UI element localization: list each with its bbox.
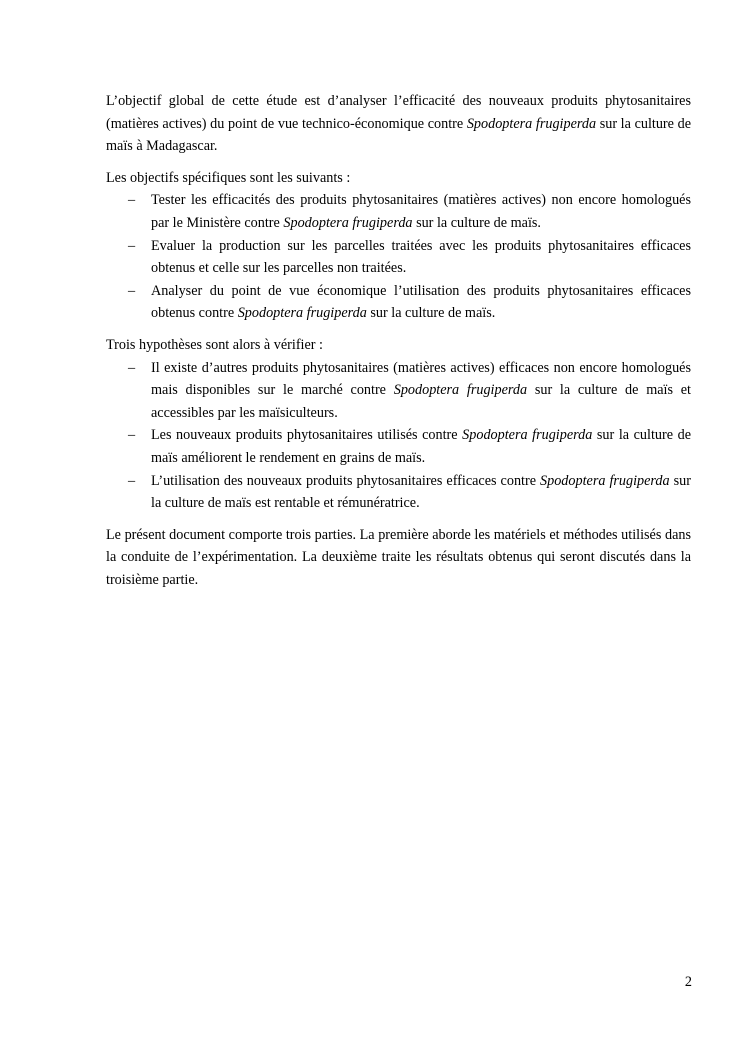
item-text: Evaluer la production sur les parcelles traitées avec les produits phytosanitaires efficaces obtenus et celle sur les parcelles non traitées. <box>151 237 691 277</box>
species-name: Spodoptera frugiperda <box>540 472 670 489</box>
dash-marker: – <box>128 427 136 444</box>
intro-paragraph <box>106 90 691 158</box>
dash-marker: – <box>128 359 136 376</box>
item-text: Les nouveaux produits phytosanitaires utilisés contre <box>151 427 463 444</box>
item-text-end: sur la culture de maïs et accessibles par les maïsiculteurs. <box>151 382 691 421</box>
hypotheses-list <box>106 357 691 515</box>
species-name: Spodoptera frugiperda <box>237 305 367 322</box>
item-text: L’utilisation des nouveaux produits phytosanitaires efficaces contre <box>151 472 541 489</box>
species-name: Spodoptera frugiperda <box>462 427 593 444</box>
species-name: Spodoptera frugiperda <box>466 115 597 132</box>
item-text: Analyser du point de vue économique l’utilisation des produits phytosanitaires efficaces obtenus contre <box>151 282 691 322</box>
species-name: Spodoptera frugiperda <box>283 214 413 231</box>
item-text-end: sur la culture de maïs améliorent le rendement en grains de maïs. <box>151 427 691 466</box>
item-text-end: sur la culture de maïs. <box>366 305 496 322</box>
list-item <box>106 470 691 515</box>
intro-text-end: sur la culture de maïs à Madagascar. <box>106 115 691 155</box>
item-text: Il existe d’autres produits phytosanitaires (matières actives) efficaces non encore homologués mais disponibles sur le marché contre <box>151 359 691 399</box>
dash-marker: – <box>128 192 136 209</box>
item-text-end: sur la culture de maïs. <box>412 214 541 231</box>
species-name: Spodoptera frugiperda <box>393 382 528 399</box>
outline-paragraph: Le présent document comporte trois parties. La première aborde les matériels et méthodes utilisés dans la conduite de l’expérimentation. La deuxième traite les résultats obtenus qui seront discutés dans la troisième partie. <box>106 526 691 588</box>
dash-marker: – <box>128 282 136 299</box>
objectives-heading: Les objectifs spécifiques sont les suivants : <box>106 169 351 186</box>
list-item <box>106 235 691 280</box>
dash-marker: – <box>128 237 136 254</box>
list-item <box>106 357 691 425</box>
page-number: 2 <box>684 974 692 990</box>
item-text: Tester les efficacités des produits phytosanitaires (matières actives) non encore homologués par le Ministère contre <box>151 192 691 231</box>
list-item <box>106 280 691 325</box>
objectives-list <box>106 189 691 325</box>
item-text-end: sur la culture de maïs est rentable et rémunératrice. <box>151 472 691 512</box>
intro-text: L’objectif global de cette étude est d’analyser l’efficacité des nouveaux produits phytosanitaires (matières actives) du point de vue technico-économique contre <box>106 93 691 132</box>
page-content <box>106 90 691 600</box>
hypotheses-heading: Trois hypothèses sont alors à vérifier : <box>106 336 323 353</box>
dash-marker: – <box>128 472 136 489</box>
list-item <box>106 189 691 234</box>
list-item <box>106 424 691 469</box>
